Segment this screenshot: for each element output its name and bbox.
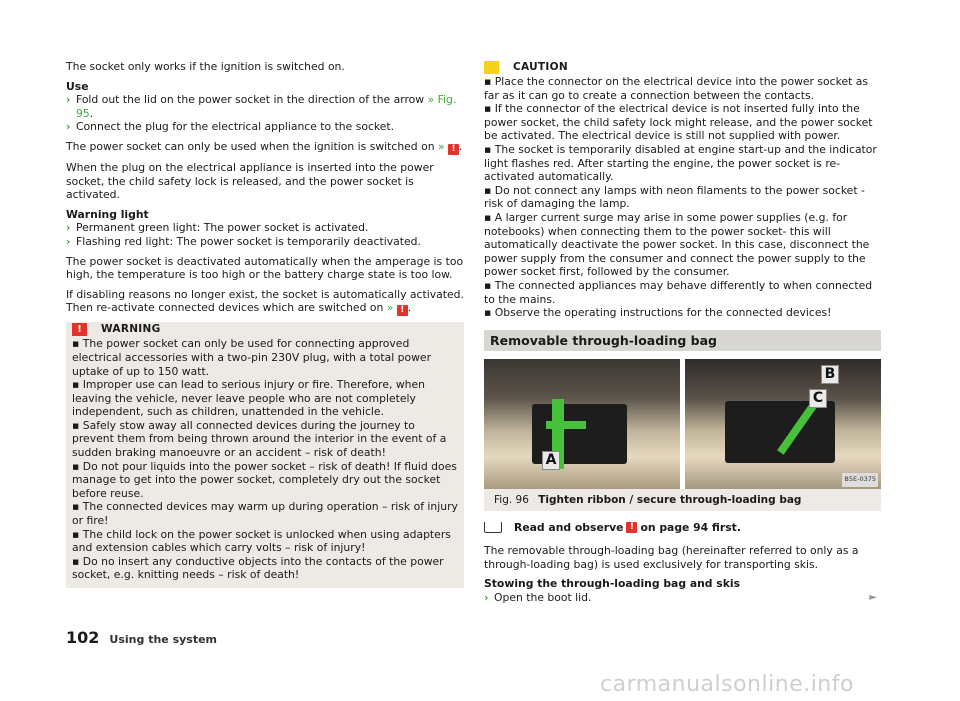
warning-item: ▪ Do no insert any conductive objects into the contacts of the power socket, e.g. knitting needs – risk of death! <box>72 554 444 582</box>
warning-light-step-1: › Permanent green light: The power socket is activated. <box>66 221 369 235</box>
caution-item: ▪ The socket is temporarily disabled at engine start-up and the indicator light flashes red. After starting the engine, the power socket is re-activated automatically. <box>484 142 877 184</box>
caution-item: ▪ Observe the operating instructions for the connected devices! <box>484 306 832 320</box>
caution-item: ▪ Place the connector on the electrical device into the power socket as far as it can go to create a connection between the contacts. <box>484 75 869 102</box>
caution-title: CAUTION <box>513 60 568 73</box>
warning-item: ▪ The power socket can only be used for connecting approved electrical accessories with a two-pin 230V plug, with a total power uptake of up to 150 watt. <box>72 337 432 378</box>
figure-96 <box>484 359 881 489</box>
right-column <box>484 60 881 605</box>
reference-link[interactable]: » <box>386 301 394 315</box>
image-code: B5E-0375 <box>842 473 878 487</box>
watermark: carmanualsonline.info <box>600 672 854 697</box>
use-heading: Use <box>66 79 89 93</box>
warning-icon: ! <box>448 144 459 155</box>
caution-box <box>484 60 881 320</box>
continue-arrow-icon: ► <box>869 592 877 604</box>
label-b: B <box>821 365 839 384</box>
figure-photo-secure <box>685 359 881 489</box>
warning-icon: ! <box>626 522 637 533</box>
caution-item: ▪ If the connector of the electrical device is not inserted fully into the power socket, the child safety lock might release, and the power socket be activated. The electrical device is still not supplied with power. <box>484 102 873 143</box>
figure-photo-ribbon <box>484 359 680 489</box>
chevron-right-icon: › <box>66 120 71 134</box>
label-a: A <box>542 451 560 470</box>
section-title: Removable through-loading bag <box>484 330 881 351</box>
caution-icon <box>484 61 499 74</box>
figure-caption <box>484 489 881 511</box>
page-number: 102 <box>66 628 100 647</box>
warning-box <box>66 322 464 588</box>
warning-light-step-2: › Flashing red light: The power socket is temporarily deactivated. <box>66 234 421 248</box>
stowing-heading: Stowing the through-loading bag and skis <box>484 577 741 591</box>
warning-title: WARNING <box>101 323 161 336</box>
chevron-right-icon: › <box>66 93 71 107</box>
warning-icon: ! <box>397 305 408 316</box>
chevron-right-icon: › <box>484 591 489 605</box>
label-c: C <box>809 389 827 408</box>
left-column <box>66 60 464 588</box>
bag-paragraph: The removable through-loading bag (hereinafter referred to only as a through-loading bag) is used exclusively for transporting skis. <box>484 544 859 571</box>
read-observe-note: Read and observe ! on page 94 first. <box>484 521 881 535</box>
warning-box-header <box>72 322 458 337</box>
figure-number: Fig. 96 <box>494 493 529 506</box>
use-step-1: › Fold out the lid on the power socket in the direction of the arrow » Fig. 95. <box>66 93 457 120</box>
caution-item: ▪ The connected appliances may behave differently to when connected to the mains. <box>484 278 873 306</box>
caution-box-header <box>484 60 881 75</box>
caution-item: ▪ A larger current surge may arise in some power supplies (e.g. for notebooks) when connecting them to the power socket- this will automatically deactivate the power socket. In this case, disconnect the power supply from the consumer and connect the power supply to the power socket first, followed by the consumer. <box>484 210 870 279</box>
page-footer <box>66 628 217 647</box>
warning-item: ▪ Do not pour liquids into the power socket – risk of death! If fluid does manage to get into the power socket, completely dry out the socket before reuse. <box>72 459 457 500</box>
warning-item: ▪ Safely stow away all connected devices during the journey to prevent them from being thrown around the interior in the event of a sudden braking manoeuvre or an accident – risk of death! <box>72 418 447 460</box>
deactivated-paragraph: The power socket is deactivated automatically when the amperage is too high, the temperature is too high or the battery charge state is too low. <box>66 254 464 282</box>
figure-title: Tighten ribbon / secure through-loading bag <box>538 493 802 506</box>
warning-item: ▪ The connected devices may warm up during operation – risk of injury or fire! <box>72 500 458 528</box>
chevron-right-icon: › <box>66 234 71 248</box>
footer-section: Using the system <box>109 633 218 646</box>
fig-95-link[interactable]: » Fig. 95 <box>76 93 457 120</box>
warning-item: ▪ Improper use can lead to serious injury or fire. Therefore, when leaving the vehicle, never leave people who are not completely independent, such as children, unattended in the vehicle. <box>72 378 426 419</box>
warning-item: ▪ The child lock on the power socket is unlocked when using adapters and extension cables which carry volts – risk of injury! <box>72 527 451 555</box>
reenable-paragraph: If disabling reasons no longer exist, the socket is automatically activated. Then re-activate connected devices which are switched on » ! . <box>66 287 464 316</box>
ignition-paragraph: The power socket can only be used when the ignition is switched on » ! . <box>66 139 463 154</box>
book-icon <box>484 522 502 533</box>
stowing-step-1: › Open the boot lid. ► <box>484 591 877 605</box>
caution-item: ▪ Do not connect any lamps with neon filaments to the power socket - risk of damaging the lamp. <box>484 183 865 211</box>
warning-light-heading: Warning light <box>66 207 149 221</box>
plug-paragraph: When the plug on the electrical appliance is inserted into the power socket, the child safety lock is released, and the power socket is activated. <box>66 160 434 202</box>
intro-text: The socket only works if the ignition is switched on. <box>66 60 345 73</box>
warning-icon: ! <box>72 323 87 336</box>
reference-link[interactable]: » <box>437 139 445 153</box>
chevron-right-icon: › <box>66 221 71 235</box>
use-step-2: › Connect the plug for the electrical appliance to the socket. <box>66 120 395 134</box>
